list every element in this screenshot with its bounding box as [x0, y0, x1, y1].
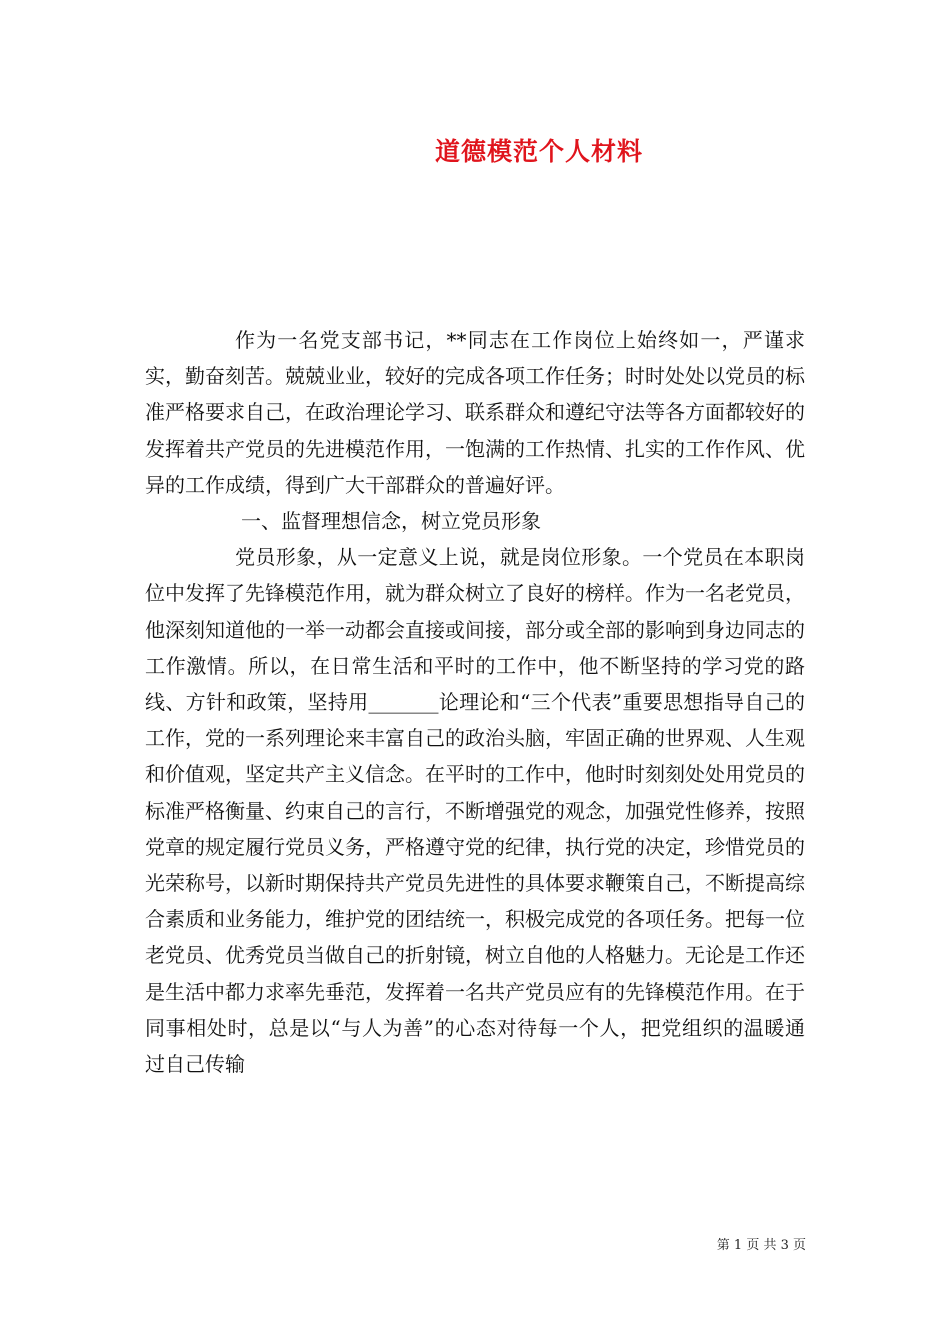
document-title: 道德模范个人材料 — [434, 137, 643, 166]
paragraph-intro: 作为一名党支部书记，**同志在工作岗位上始终如一，严谨求实，勤奋刻苦。兢兢业业，较好的完成各项工作任务；时时处处以党员的标准严格要求自己，在政治理论学习、联系群众和遵纪守法等各方面都较好的发挥着共产党员的先进模范作用，一饱满的工作热情、扎实的工作作风、优异的工作成绩，得到广大干部群众的普遍好评。 — [145, 328, 805, 497]
section-heading: 一、监督理想信念，树立党员形象 — [241, 509, 541, 534]
paragraph-section-one: 党员形象，从一定意义上说，就是岗位形象。一个党员在本职岗位中发挥了先锋模范作用，就为群众树立了良好的榜样。作为一名老党员，他深刻知道他的一举一动都会直接或间接，部分或全部的影响到身边同志的工作激情。所以，在日常生活和平时的工作中，他不断坚持的学习党的路线、方针和政策，坚持用_______论理论和“三个代表”重要思想指导自己的工作，党的一系列理论来丰富自己的政治头脑，牢固正确的世界观、人生观和价值观，坚定共产主义信念。在平时的工作中，他时时刻刻处处用党员的标准严格衡量、约束自己的言行，不断增强党的观念，加强党性修养，按照党章的规定履行党员义务，严格遵守党的纪律，执行党的决定，珍惜党员的光荣称号，以新时期保持共产党员先进性的具体要求鞭策自己，不断提高综合素质和业务能力，维护党的团结统一，积极完成党的各项任务。把每一位老党员、优秀党员当做自己的折射镜，树立自他的人格魅力。无论是工作还是生活中都力求率先垂范，发挥着一名共产党员应有的先锋模范作用。在于同事相处时，总是以“与人为善”的心态对待每一个人，把党组织的温暖通过自己传输 — [145, 545, 805, 1077]
page-number-footer: 第 1 页 共 3 页 — [716, 1238, 806, 1253]
document-body — [145, 322, 805, 1082]
